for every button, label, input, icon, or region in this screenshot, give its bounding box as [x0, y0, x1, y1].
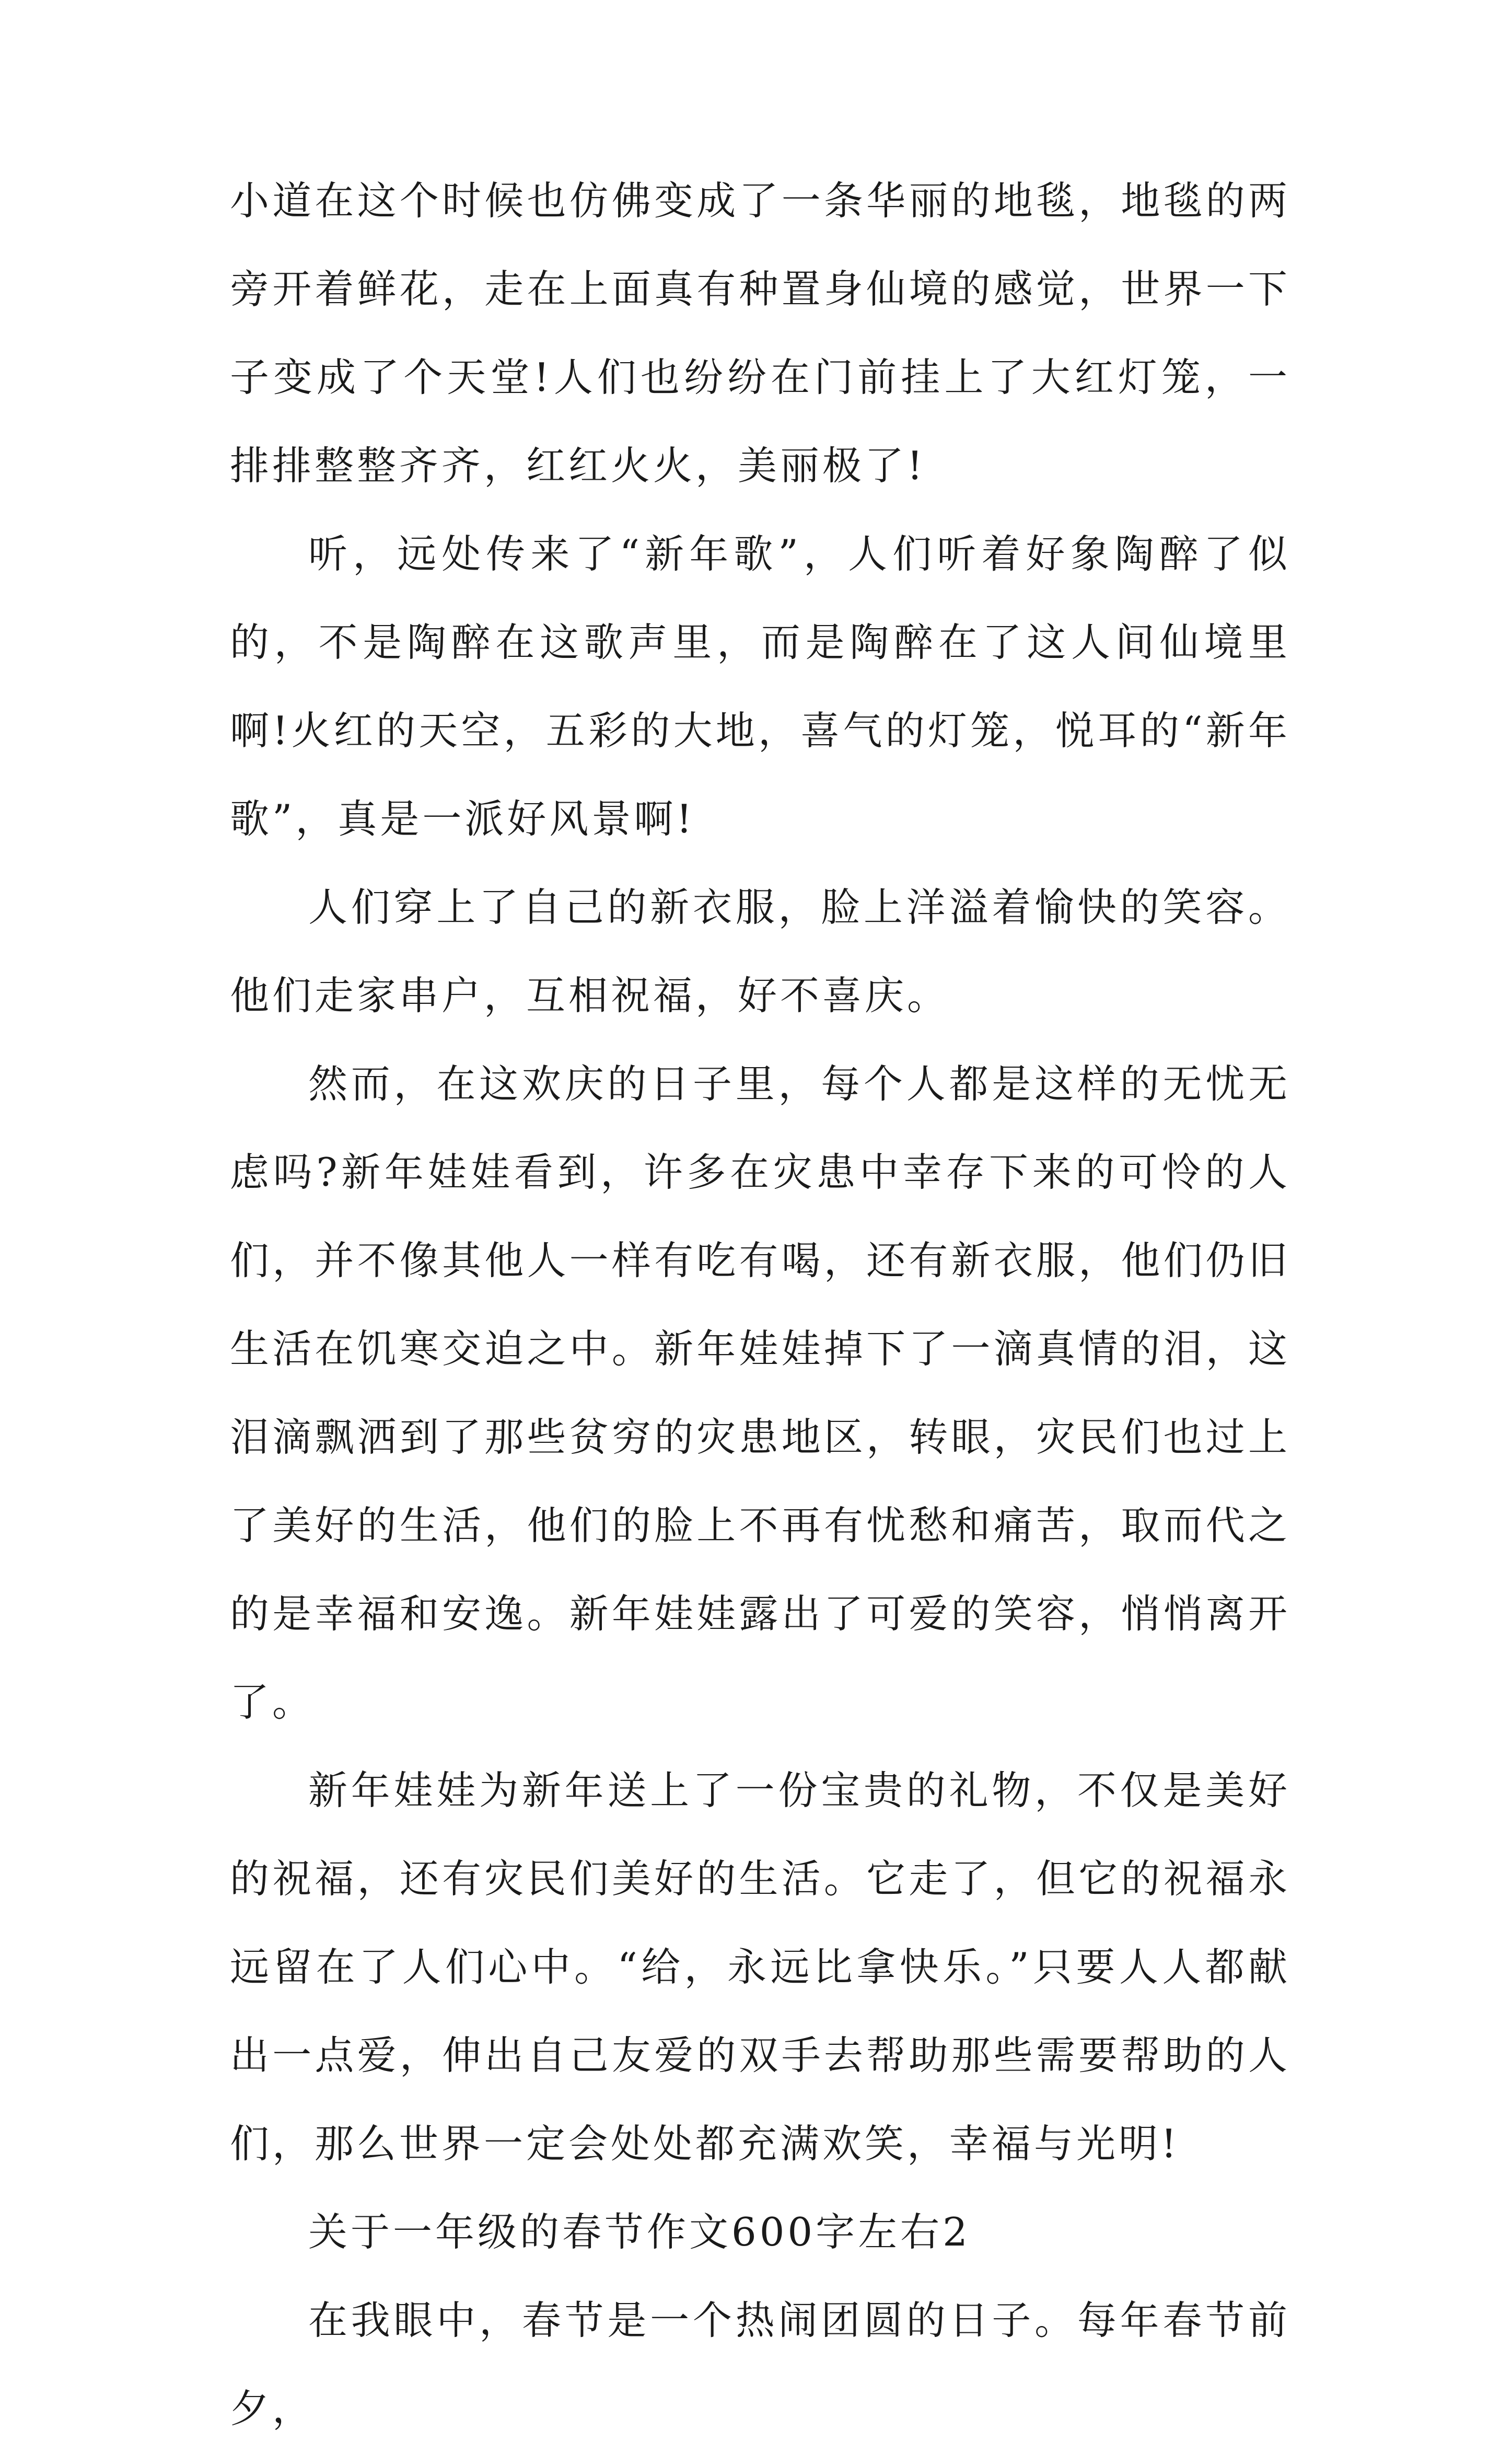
paragraph: 人们穿上了自己的新衣服，脸上洋溢着愉快的笑容。他们走家串户，互相祝福，好不喜庆。	[230, 884, 1290, 1019]
paragraph: 听，远处传来了“新年歌”，人们听着好象陶醉了似的，不是陶醉在这歌声里，而是陶醉在了这人间仙境里啊!火红的天空，五彩的大地，喜气的灯笼，悦耳的“新年歌”，真是一派好风景啊!	[230, 531, 1290, 842]
paragraph-continuation: 小道在这个时候也仿佛变成了一条华丽的地毯，地毯的两旁开着鲜花，走在上面真有种置身仙境的感觉，世界一下子变成了个天堂!人们也纷纷在门前挂上了大红灯笼，一排排整整齐齐，红红火火，美丽极了!	[230, 178, 1290, 489]
paragraph: 在我眼中，春节是一个热闹团圆的日子。每年春节前夕，	[230, 2297, 1290, 2432]
paragraph: 然而，在这欢庆的日子里，每个人都是这样的无忧无虑吗?新年娃娃看到，许多在灾患中幸存下来的可怜的人们，并不像其他人一样有吃有喝，还有新衣服，他们仍旧生活在饥寒交迫之中。新年娃娃掉下了一滴真情的泪，这泪滴飘洒到了那些贫穷的灾患地区，转眼，灾民们也过上了美好的生活，他们的脸上不再有忧愁和痛苦，取而代之的是幸福和安逸。新年娃娃露出了可爱的笑容，悄悄离开了。	[230, 1061, 1290, 1725]
document-body	[230, 157, 1290, 2453]
paragraph: 新年娃娃为新年送上了一份宝贵的礼物，不仅是美好的祝福，还有灾民们美好的生活。它走了，但它的祝福永远留在了人们心中。“给，永远比拿快乐。”只要人人都献出一点爱，伸出自己友爱的双手去帮助那些需要帮助的人们，那么世界一定会处处都充满欢笑，幸福与光明!	[230, 1767, 1290, 2167]
section-heading: 关于一年级的春节作文600字左右2	[308, 2209, 971, 2255]
